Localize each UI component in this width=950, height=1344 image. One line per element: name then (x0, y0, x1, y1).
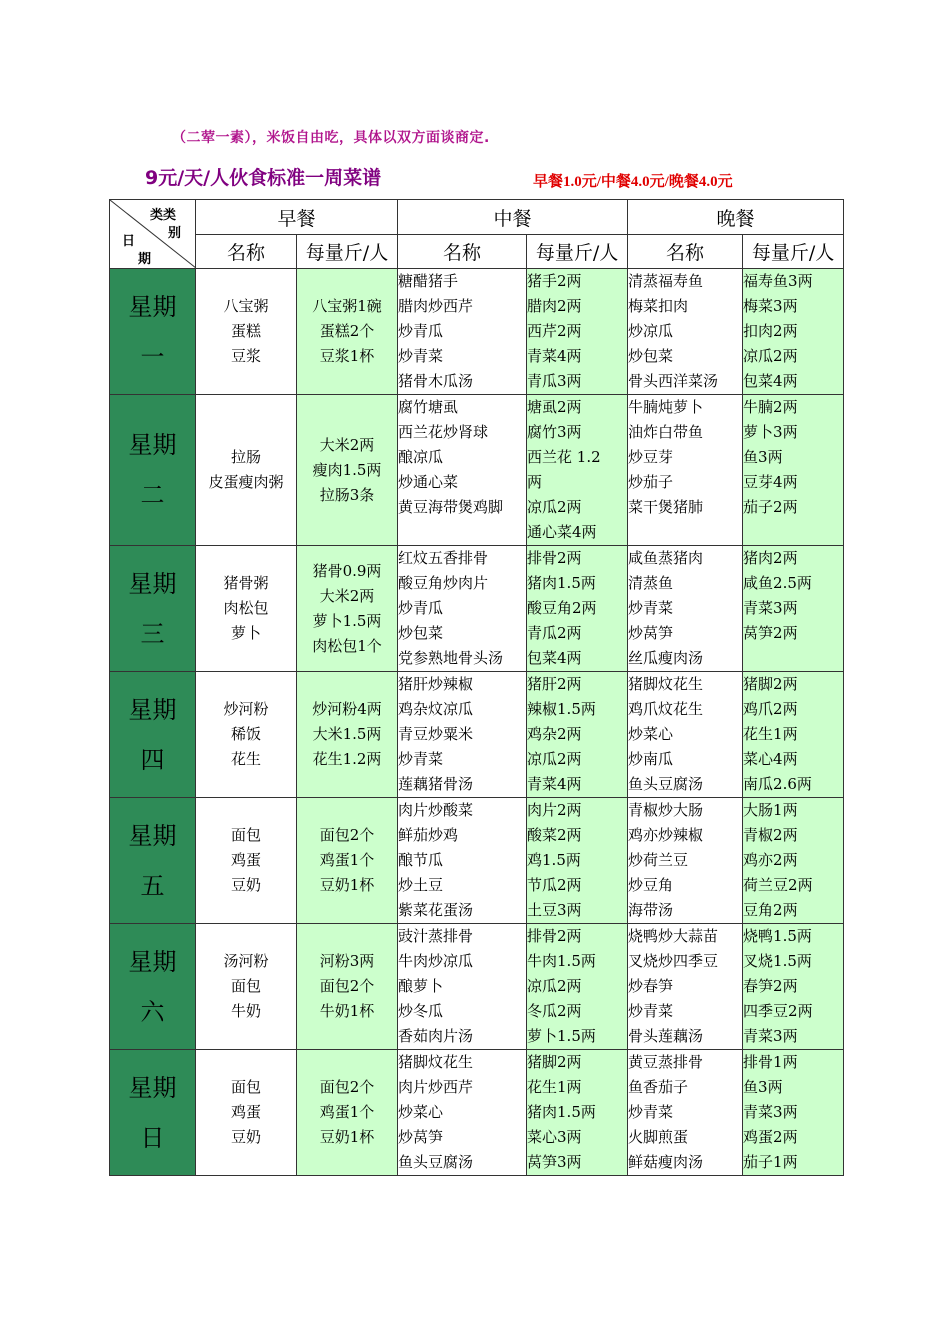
list-item: 清蒸福寿鱼 (628, 272, 704, 290)
lunch-names-cell (398, 672, 527, 798)
header-dinner: 晚餐 (628, 200, 844, 235)
breakfast-qty-cell (297, 798, 398, 924)
dinner-qty-cell (743, 672, 844, 798)
list-item: 黄豆海带煲鸡脚 (398, 498, 504, 516)
corner-header (110, 200, 196, 269)
dinner-names-cell (628, 924, 743, 1050)
list-item: 炒茄子 (628, 473, 674, 491)
list-item: 南瓜2.6两 (743, 775, 812, 793)
list-item: 猪肉1.5两 (527, 1103, 596, 1121)
list-item: 腐竹塘虱 (398, 398, 459, 416)
dinner-qty-cell (743, 798, 844, 924)
lunch-names-cell (398, 1050, 527, 1176)
header-lunch: 中餐 (398, 200, 628, 235)
corner-label-category: 类类 (150, 208, 177, 223)
lunch-names-cell (398, 798, 527, 924)
list-item: 凉瓜2两 (527, 977, 582, 995)
list-item: 西芹2两 (527, 322, 582, 340)
list-item: 拉肠 (230, 448, 261, 466)
table-row (110, 672, 844, 798)
list-item: 福寿鱼3两 (743, 272, 813, 290)
list-item: 炒冬瓜 (398, 1002, 444, 1020)
list-item: 咸鱼2.5两 (743, 574, 812, 592)
list-item: 鱼头豆腐汤 (398, 1153, 474, 1171)
list-item: 叉烧1.5两 (743, 952, 812, 970)
list-item: 鲜菇瘦肉汤 (628, 1153, 704, 1171)
list-item: 猪骨粥 (223, 574, 269, 592)
list-item: 炒土豆 (398, 876, 444, 894)
dinner-names-cell (628, 395, 743, 546)
list-item: 菜干煲猪肺 (628, 498, 704, 516)
list-item: 排骨2两 (527, 927, 582, 945)
table-row (110, 395, 844, 546)
list-item: 叉烧炒四季豆 (628, 952, 719, 970)
list-item: 清蒸鱼 (628, 574, 674, 592)
subheader-lunch-name: 名称 (398, 235, 527, 269)
lunch-qty-cell (527, 924, 628, 1050)
list-item: 香茹肉片汤 (398, 1027, 474, 1045)
page-title: 9元/天/人伙食标准一周菜谱 (145, 167, 382, 189)
list-item: 猪肝2两 (527, 675, 582, 693)
list-item: 萝卜1.5两 (527, 1027, 596, 1045)
day-cell (110, 1050, 196, 1176)
list-item: 炒菜心 (628, 725, 674, 743)
list-item: 丝瓜瘦肉汤 (628, 649, 704, 667)
list-item: 炒豆角 (628, 876, 674, 894)
list-item: 青菜3两 (743, 1103, 798, 1121)
list-item: 鸡杂炆凉瓜 (398, 700, 474, 718)
table-row (110, 924, 844, 1050)
day-label: 星期 (128, 431, 177, 459)
list-item: 莴笋3两 (527, 1153, 582, 1171)
dinner-qty-cell (743, 1050, 844, 1176)
lunch-names-cell (398, 269, 527, 395)
list-item: 茄子2两 (743, 498, 798, 516)
list-item: 鱼头豆腐汤 (628, 775, 704, 793)
list-item: 糖醋猪手 (398, 272, 459, 290)
list-item: 猪脚炆花生 (398, 1053, 474, 1071)
list-item: 凉瓜2两 (743, 347, 798, 365)
list-item: 豆奶 (230, 876, 261, 894)
dinner-names-cell (628, 269, 743, 395)
day-label: 日 (140, 1123, 165, 1152)
list-item: 猪肉1.5两 (527, 574, 596, 592)
list-item: 豆奶1杯 (319, 1128, 375, 1146)
breakfast-names-cell (196, 269, 297, 395)
list-item: 炒荷兰豆 (628, 851, 689, 869)
list-item: 猪骨0.9两 (312, 561, 382, 580)
list-item: 面包2个 (319, 1078, 375, 1096)
day-cell (110, 924, 196, 1050)
breakfast-qty-cell (297, 395, 398, 546)
day-label: 四 (140, 745, 165, 774)
list-item: 炒河粉 (223, 700, 269, 718)
list-item: 青椒炒大肠 (628, 801, 704, 819)
list-item: 莴笋2两 (743, 624, 798, 642)
list-item: 鸡1.5两 (527, 851, 581, 869)
list-item: 骨头莲藕汤 (628, 1027, 704, 1045)
breakfast-names-cell (196, 924, 297, 1050)
list-item: 豆奶1杯 (319, 876, 375, 894)
list-item: 酿凉瓜 (398, 448, 444, 466)
list-item: 豉汁蒸排骨 (398, 927, 474, 945)
lunch-qty-cell (527, 672, 628, 798)
weekly-menu-table (109, 199, 844, 1176)
day-label: 五 (140, 871, 165, 900)
list-item: 青瓜2两 (527, 624, 582, 642)
day-cell (110, 546, 196, 672)
list-item: 骨头西洋菜汤 (628, 372, 719, 390)
list-item: 鸡亦2两 (743, 851, 798, 869)
subheader-breakfast-name: 名称 (196, 235, 297, 269)
list-item: 鸡杂2两 (527, 725, 582, 743)
list-item: 大米2两 (319, 435, 375, 454)
list-item: 西兰花 1.2 (527, 448, 601, 466)
list-item: 八宝粥 (223, 297, 269, 315)
list-item: 豆浆1杯 (319, 347, 375, 365)
list-item: 稀饭 (230, 725, 261, 743)
list-item: 酸豆角2两 (527, 599, 597, 617)
list-item: 炒青菜 (398, 347, 444, 365)
list-item: 冬瓜2两 (527, 1002, 582, 1020)
list-item: 酿萝卜 (398, 977, 444, 995)
list-item: 牛腩炖萝卜 (628, 398, 704, 416)
list-item: 猪肝炒辣椒 (398, 675, 474, 693)
list-item: 猪肉2两 (743, 549, 798, 567)
list-item: 炒豆芽 (628, 448, 674, 466)
list-item: 鸡蛋1个 (319, 851, 375, 869)
list-item: 花生 (230, 750, 261, 768)
list-item: 牛腩2两 (743, 398, 798, 416)
list-item: 鸡爪炆花生 (628, 700, 704, 718)
list-item: 花生1两 (743, 725, 798, 743)
lunch-qty-cell (527, 269, 628, 395)
list-item: 两 (527, 473, 543, 491)
dinner-qty-cell (743, 546, 844, 672)
list-item: 塘虱2两 (527, 398, 582, 416)
list-item: 烧鸭1.5两 (743, 927, 812, 945)
list-item: 辣椒1.5两 (527, 700, 596, 718)
day-label: 一 (140, 342, 165, 371)
list-item: 肉松包1个 (312, 636, 382, 655)
day-label: 二 (140, 481, 165, 509)
breakfast-names-cell (196, 798, 297, 924)
list-item: 炒河粉4两 (312, 700, 382, 718)
list-item: 炒青瓜 (398, 599, 444, 617)
list-item: 酸菜2两 (527, 826, 582, 844)
list-item: 鸡爪2两 (743, 700, 798, 718)
list-item: 四季豆2两 (743, 1002, 813, 1020)
list-item: 炒青菜 (398, 750, 444, 768)
list-item: 拉肠3条 (319, 485, 375, 504)
list-item: 凉瓜2两 (527, 498, 582, 516)
list-item: 油炸白带鱼 (628, 423, 704, 441)
list-item: 春笋2两 (743, 977, 798, 995)
breakfast-qty-cell (297, 546, 398, 672)
list-item: 肉片2两 (527, 801, 582, 819)
day-cell (110, 798, 196, 924)
list-item: 腊肉2两 (527, 297, 582, 315)
day-cell (110, 269, 196, 395)
list-item: 青菜3两 (743, 599, 798, 617)
list-item: 青瓜3两 (527, 372, 582, 390)
list-item: 黄豆蒸排骨 (628, 1053, 704, 1071)
list-item: 咸鱼蒸猪肉 (628, 549, 704, 567)
subheader-dinner-name: 名称 (628, 235, 743, 269)
header-breakfast: 早餐 (196, 200, 398, 235)
list-item: 炒莴笋 (628, 624, 674, 642)
subheader-dinner-qty: 每量斤/人 (743, 235, 844, 269)
list-item: 菜心3两 (527, 1128, 582, 1146)
list-item: 豆角2两 (743, 901, 798, 919)
list-item: 鸡蛋1个 (319, 1103, 375, 1121)
header-note: （二荤一素），米饭自由吃，具体以双方面谈商定. (172, 130, 490, 146)
list-item: 包菜4两 (527, 649, 582, 667)
list-item: 大肠1两 (743, 801, 798, 819)
breakfast-names-cell (196, 395, 297, 546)
list-item: 酿节瓜 (398, 851, 444, 869)
list-item: 牛奶1杯 (319, 1002, 375, 1020)
list-item: 青菜3两 (743, 1027, 798, 1045)
list-item: 花生1两 (527, 1078, 582, 1096)
list-item: 烧鸭炒大蒜苗 (628, 927, 719, 945)
list-item: 肉片炒西芹 (398, 1078, 474, 1096)
breakfast-qty-cell (297, 269, 398, 395)
list-item: 炒包菜 (628, 347, 674, 365)
list-item: 皮蛋瘦肉粥 (208, 473, 284, 491)
list-item: 酸豆角炒肉片 (398, 574, 489, 592)
list-item: 紫菜花蛋汤 (398, 901, 474, 919)
list-item: 扣肉2两 (743, 322, 798, 340)
list-item: 梅菜扣肉 (628, 297, 689, 315)
corner-label-date-2: 期 (138, 252, 152, 267)
list-item: 猪手2两 (527, 272, 582, 290)
list-item: 炒菜心 (398, 1103, 444, 1121)
day-label: 星期 (128, 821, 177, 850)
list-item: 猪骨木瓜汤 (398, 372, 474, 390)
breakfast-qty-cell (297, 1050, 398, 1176)
list-item: 排骨2两 (527, 549, 582, 567)
corner-label-date: 日 (122, 234, 136, 249)
list-item: 花生1.2两 (312, 750, 382, 768)
table-row (110, 798, 844, 924)
table-row (110, 546, 844, 672)
list-item: 鸡亦炒辣椒 (628, 826, 704, 844)
list-item: 面包 (230, 826, 261, 844)
day-label: 星期 (128, 947, 177, 976)
list-item: 西兰花炒肾球 (398, 423, 489, 441)
subheader-breakfast-qty: 每量斤/人 (297, 235, 398, 269)
list-item: 炒凉瓜 (628, 322, 674, 340)
dinner-qty-cell (743, 395, 844, 546)
dinner-qty-cell (743, 924, 844, 1050)
day-label: 三 (140, 619, 165, 648)
list-item: 豆浆 (230, 347, 261, 365)
list-item: 莲藕猪骨汤 (398, 775, 474, 793)
list-item: 肉松包 (223, 599, 269, 617)
list-item: 青菜4两 (527, 775, 582, 793)
list-item: 猪脚2两 (527, 1053, 582, 1071)
day-cell (110, 672, 196, 798)
list-item: 青豆炒粟米 (398, 725, 474, 743)
dinner-names-cell (628, 1050, 743, 1176)
day-label: 星期 (128, 695, 177, 724)
list-item: 面包 (230, 977, 261, 995)
list-item: 萝卜3两 (743, 423, 798, 441)
list-item: 鱼3两 (743, 1078, 783, 1096)
list-item: 炒青菜 (628, 1103, 674, 1121)
dinner-names-cell (628, 672, 743, 798)
list-item: 鸡蛋 (230, 1103, 261, 1121)
list-item: 瘦肉1.5两 (312, 460, 382, 479)
list-item: 凉瓜2两 (527, 750, 582, 768)
list-item: 大米2两 (319, 586, 375, 605)
day-cell (110, 395, 196, 546)
list-item: 腊肉炒西芹 (398, 297, 474, 315)
list-item: 炒春笋 (628, 977, 674, 995)
list-item: 面包2个 (319, 826, 375, 844)
dinner-names-cell (628, 798, 743, 924)
list-item: 鸡蛋 (230, 851, 261, 869)
list-item: 通心菜4两 (527, 523, 597, 541)
list-item: 河粉3两 (319, 952, 375, 970)
lunch-qty-cell (527, 546, 628, 672)
day-label: 星期 (128, 569, 177, 598)
list-item: 炒青菜 (628, 599, 674, 617)
lunch-qty-cell (527, 395, 628, 546)
list-item: 炒青菜 (628, 1002, 674, 1020)
lunch-qty-cell (527, 798, 628, 924)
list-item: 包菜4两 (743, 372, 798, 390)
list-item: 萝卜 (230, 624, 261, 642)
dinner-qty-cell (743, 269, 844, 395)
list-item: 海带汤 (628, 901, 674, 919)
list-item: 土豆3两 (527, 901, 582, 919)
dinner-names-cell (628, 546, 743, 672)
lunch-names-cell (398, 395, 527, 546)
list-item: 牛肉1.5两 (527, 952, 596, 970)
list-item: 八宝粥1碗 (312, 297, 382, 315)
meal-prices: 早餐1.0元/中餐4.0元/晚餐4.0元 (533, 174, 733, 190)
list-item: 炒通心菜 (398, 473, 459, 491)
list-item: 排骨1两 (743, 1053, 798, 1071)
list-item: 豆芽4两 (743, 473, 798, 491)
list-item: 节瓜2两 (527, 876, 582, 894)
list-item: 青菜4两 (527, 347, 582, 365)
list-item: 鸡蛋2两 (743, 1128, 798, 1146)
corner-label-category-2: 别 (168, 226, 182, 241)
breakfast-names-cell (196, 1050, 297, 1176)
lunch-names-cell (398, 924, 527, 1050)
breakfast-names-cell (196, 546, 297, 672)
lunch-qty-cell (527, 1050, 628, 1176)
list-item: 大米1.5两 (312, 725, 382, 743)
list-item: 茄子1两 (743, 1153, 798, 1171)
list-item: 萝卜1.5两 (312, 611, 382, 630)
list-item: 菜心4两 (743, 750, 798, 768)
list-item: 蛋糕2个 (319, 322, 375, 340)
list-item: 炒莴笋 (398, 1128, 444, 1146)
breakfast-qty-cell (297, 924, 398, 1050)
list-item: 面包 (230, 1078, 261, 1096)
list-item: 红炆五香排骨 (398, 549, 489, 567)
day-label: 星期 (128, 1073, 177, 1102)
table-row (110, 269, 844, 395)
list-item: 火脚煎蛋 (628, 1128, 689, 1146)
table-row (110, 1050, 844, 1176)
list-item: 鲜茄炒鸡 (398, 826, 459, 844)
list-item: 梅菜3两 (743, 297, 798, 315)
list-item: 党参熟地骨头汤 (398, 649, 504, 667)
list-item: 猪脚2两 (743, 675, 798, 693)
list-item: 炒包菜 (398, 624, 444, 642)
list-item: 炒青瓜 (398, 322, 444, 340)
breakfast-names-cell (196, 672, 297, 798)
list-item: 鱼3两 (743, 448, 783, 466)
list-item: 腐竹3两 (527, 423, 582, 441)
list-item: 豆奶 (230, 1128, 261, 1146)
list-item: 肉片炒酸菜 (398, 801, 474, 819)
list-item: 炒南瓜 (628, 750, 674, 768)
lunch-names-cell (398, 546, 527, 672)
list-item: 牛肉炒凉瓜 (398, 952, 474, 970)
list-item: 面包2个 (319, 977, 375, 995)
breakfast-qty-cell (297, 672, 398, 798)
day-label: 六 (140, 997, 165, 1026)
list-item: 蛋糕 (230, 322, 261, 340)
list-item: 猪脚炆花生 (628, 675, 704, 693)
list-item: 荷兰豆2两 (743, 876, 813, 894)
list-item: 汤河粉 (223, 952, 269, 970)
list-item: 青椒2两 (743, 826, 798, 844)
list-item: 牛奶 (230, 1002, 261, 1020)
day-label: 星期 (128, 292, 177, 321)
subheader-lunch-qty: 每量斤/人 (527, 235, 628, 269)
list-item: 鱼香茄子 (628, 1078, 689, 1096)
